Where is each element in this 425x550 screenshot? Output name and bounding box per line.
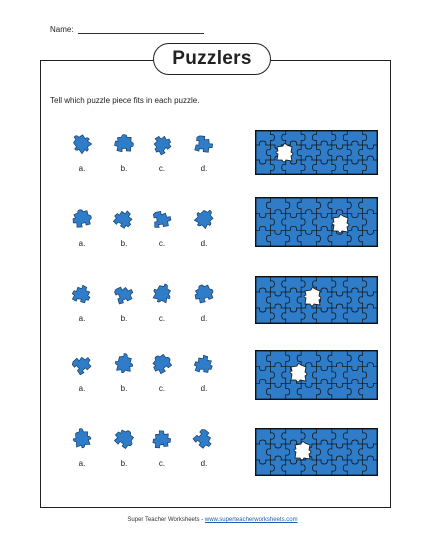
puzzle-3-piece-option-1[interactable] bbox=[70, 282, 94, 306]
puzzle-2-option-label-3: c. bbox=[158, 239, 166, 248]
name-field bbox=[50, 25, 204, 34]
footer-separator: - bbox=[201, 517, 204, 523]
puzzle-2-piece-option-1[interactable] bbox=[70, 207, 94, 231]
puzzle-4-option-label-3: c. bbox=[158, 384, 166, 393]
name-label: Name: bbox=[50, 25, 74, 34]
puzzle-2-piece-option-4[interactable] bbox=[192, 207, 216, 231]
puzzle-1-option-label-4: d. bbox=[200, 164, 208, 173]
puzzle-4-piece-option-1[interactable] bbox=[70, 352, 94, 376]
name-line bbox=[78, 26, 204, 34]
puzzle-1-piece-option-4[interactable] bbox=[192, 132, 216, 156]
puzzle-3-piece-option-4[interactable] bbox=[192, 282, 216, 306]
puzzle-3-option-label-4: d. bbox=[200, 314, 208, 323]
puzzle-4-option-label-2: b. bbox=[120, 384, 128, 393]
puzzle-4-board bbox=[255, 350, 378, 400]
puzzle-2-option-label-2: b. bbox=[120, 239, 128, 248]
puzzle-5-piece-option-4[interactable] bbox=[192, 427, 216, 451]
instruction-text: Tell which puzzle piece fits in each puzzle. bbox=[50, 96, 200, 105]
puzzle-1-option-label-2: b. bbox=[120, 164, 128, 173]
puzzle-4-piece-option-4[interactable] bbox=[192, 352, 216, 376]
puzzle-5-board bbox=[255, 428, 378, 476]
puzzle-1-piece-option-1[interactable] bbox=[70, 132, 94, 156]
puzzle-3-option-label-3: c. bbox=[158, 314, 166, 323]
puzzle-2-option-label-1: a. bbox=[78, 239, 86, 248]
puzzle-4-option-label-1: a. bbox=[78, 384, 86, 393]
puzzle-2-piece-option-3[interactable] bbox=[150, 207, 174, 231]
puzzle-4-piece-option-3[interactable] bbox=[150, 352, 174, 376]
page-title: Puzzlers bbox=[153, 43, 271, 75]
puzzle-3-piece-option-2[interactable] bbox=[112, 282, 136, 306]
puzzle-3-option-label-1: a. bbox=[78, 314, 86, 323]
footer-text: Super Teacher Worksheets bbox=[127, 517, 200, 523]
puzzle-5-option-label-2: b. bbox=[120, 459, 128, 468]
puzzle-5-option-label-1: a. bbox=[78, 459, 86, 468]
puzzle-1-board bbox=[255, 130, 378, 175]
puzzle-4-piece-option-2[interactable] bbox=[112, 352, 136, 376]
puzzle-4-option-label-4: d. bbox=[200, 384, 208, 393]
puzzle-2-board bbox=[255, 197, 378, 247]
puzzle-2-piece-option-2[interactable] bbox=[112, 207, 136, 231]
puzzle-1-option-label-3: c. bbox=[158, 164, 166, 173]
puzzle-5-piece-option-1[interactable] bbox=[70, 427, 94, 451]
puzzle-5-option-label-3: c. bbox=[158, 459, 166, 468]
puzzle-5-piece-option-3[interactable] bbox=[150, 427, 174, 451]
puzzle-1-piece-option-2[interactable] bbox=[112, 132, 136, 156]
puzzle-5-option-label-4: d. bbox=[200, 459, 208, 468]
puzzle-5-piece-option-2[interactable] bbox=[112, 427, 136, 451]
puzzle-1-option-label-1: a. bbox=[78, 164, 86, 173]
footer bbox=[0, 517, 425, 523]
puzzle-3-piece-option-3[interactable] bbox=[150, 282, 174, 306]
footer-link[interactable]: www.superteacherworksheets.com bbox=[204, 517, 298, 523]
puzzle-2-option-label-4: d. bbox=[200, 239, 208, 248]
puzzle-3-option-label-2: b. bbox=[120, 314, 128, 323]
puzzle-3-board bbox=[255, 276, 378, 324]
puzzle-1-piece-option-3[interactable] bbox=[150, 132, 174, 156]
